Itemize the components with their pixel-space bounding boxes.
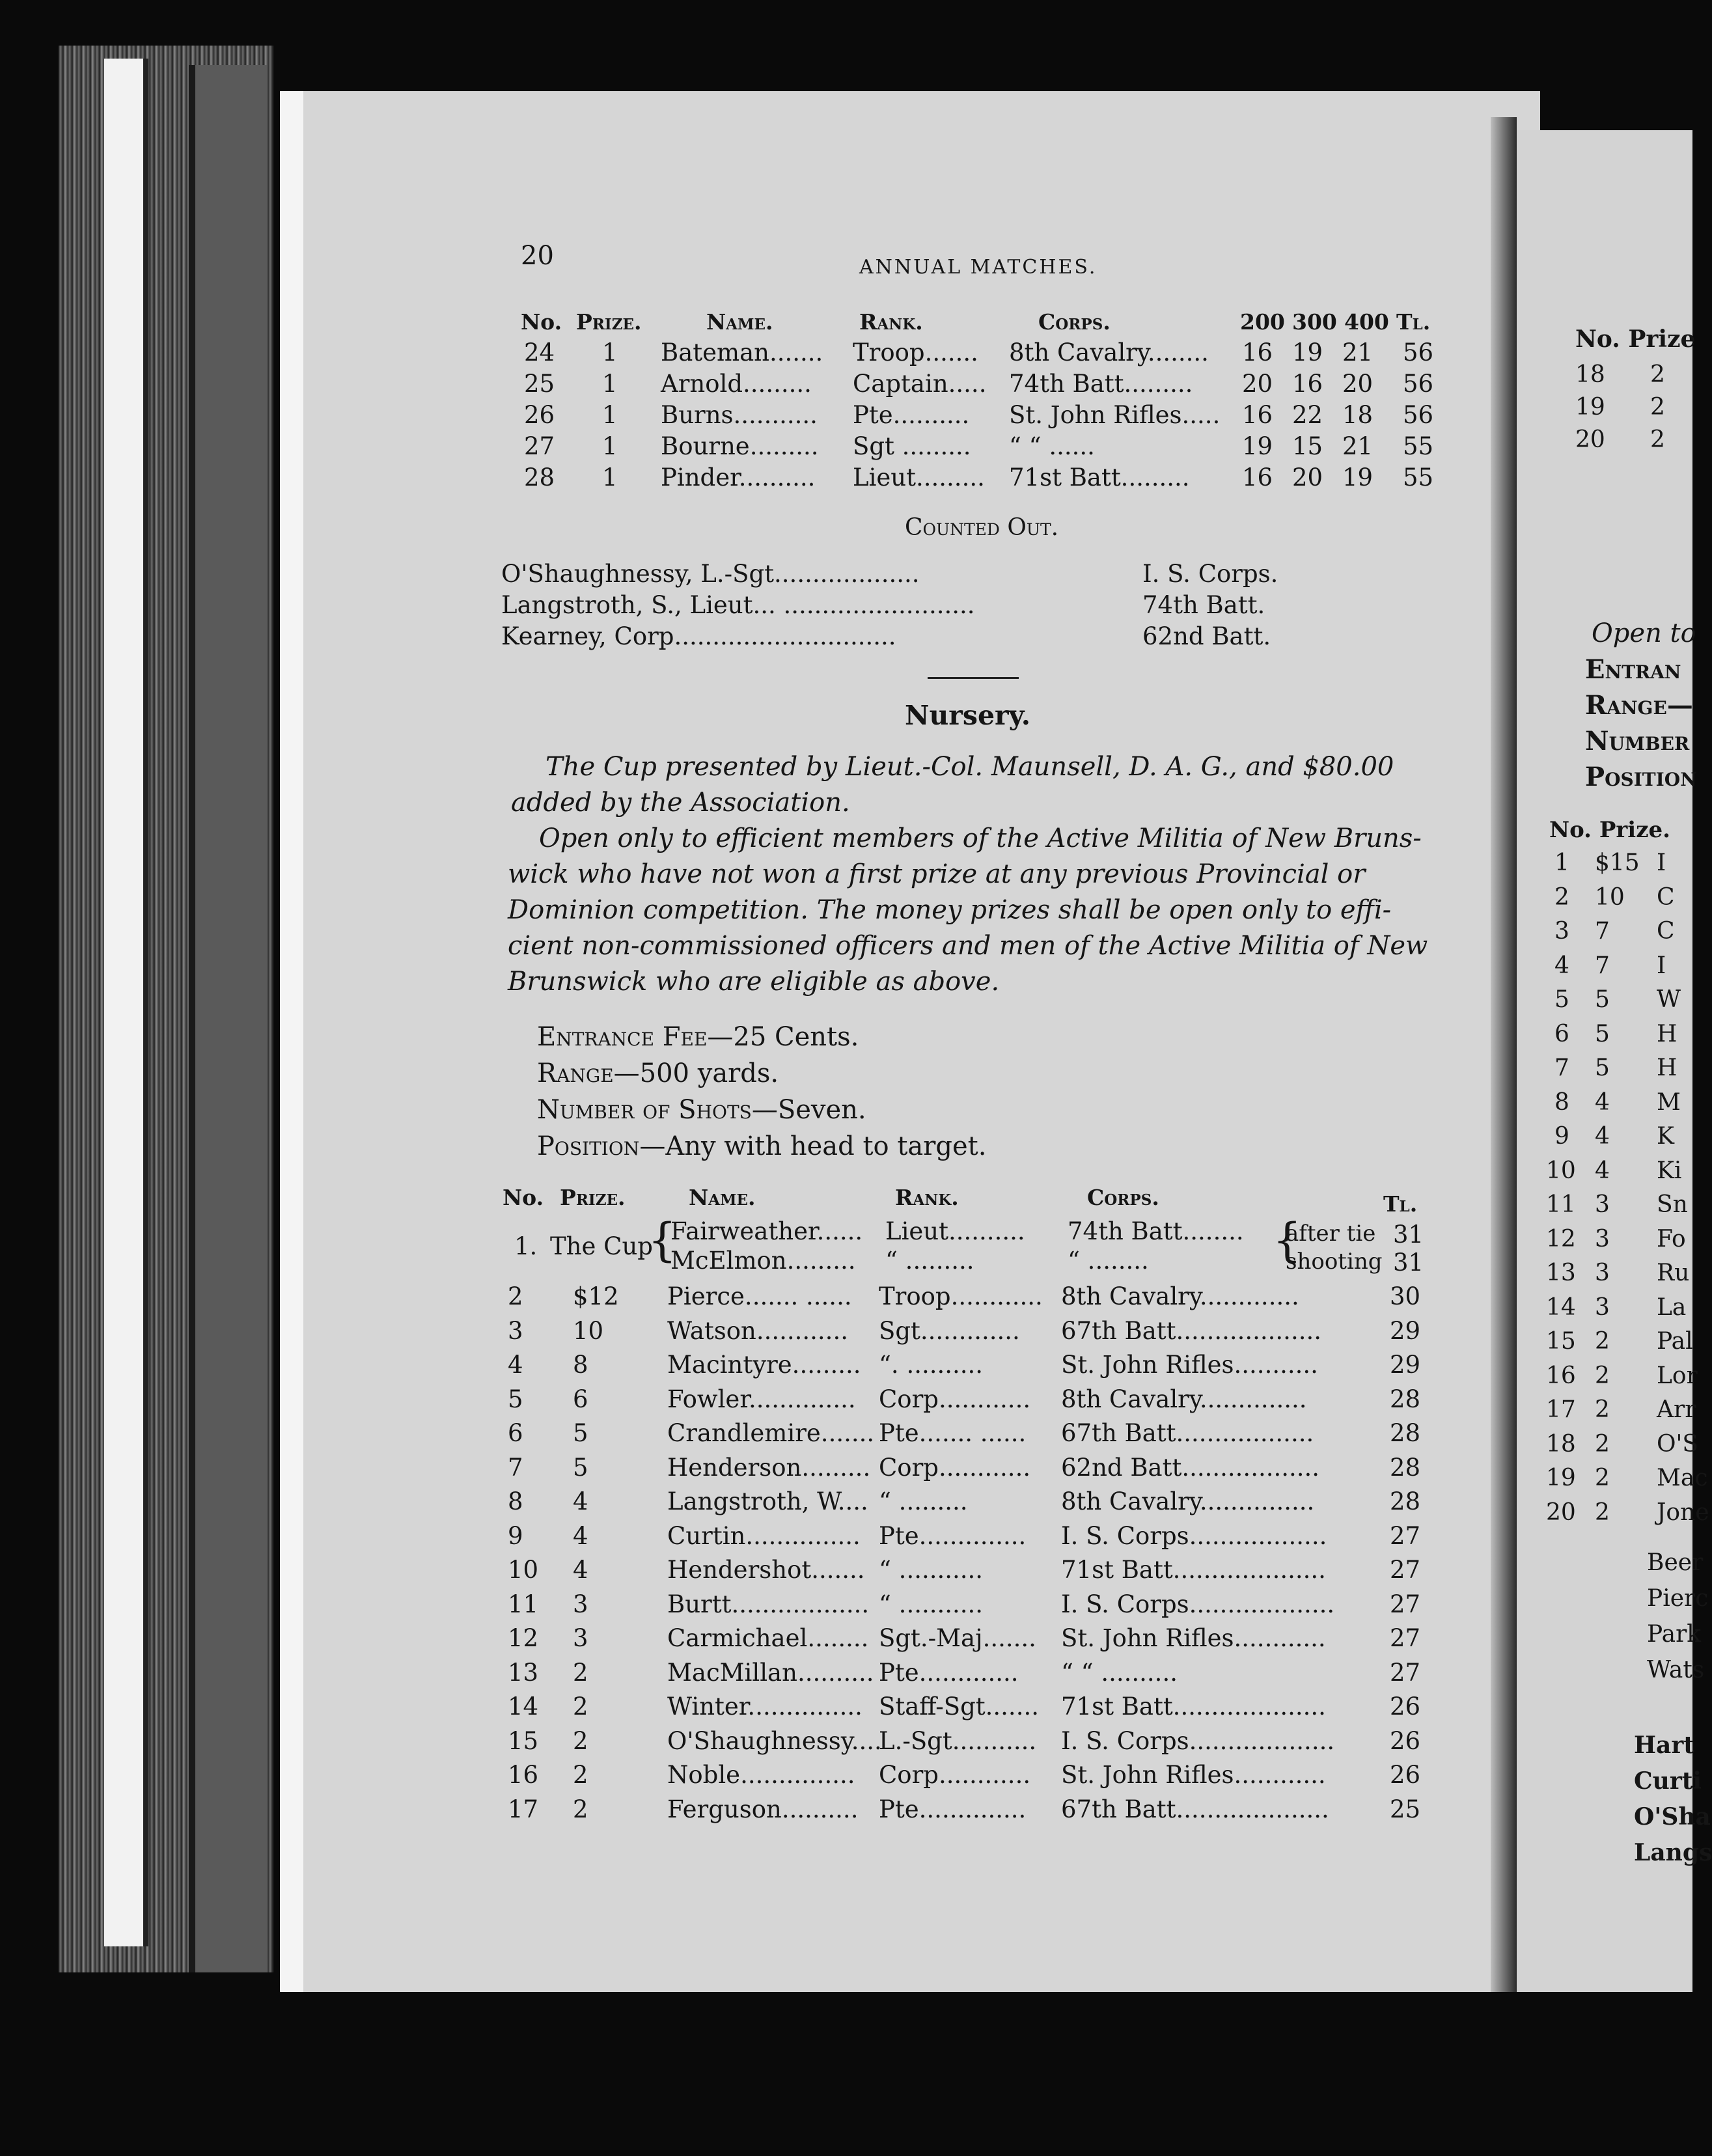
rp-row-name: Pal (1657, 1328, 1693, 1355)
t2-no: 15 (508, 1726, 539, 1755)
condition-label: Entrance Fee (537, 1022, 708, 1052)
rp-row-name: M (1657, 1088, 1681, 1116)
rp-condition: Position (1585, 762, 1697, 792)
t2-col-rank: Rank. (895, 1185, 959, 1210)
rp-group1-name: Wats (1647, 1657, 1705, 1683)
tie-corps-1: 74th Batt........ (1068, 1217, 1244, 1245)
t2-no: 9 (508, 1521, 523, 1550)
t2-rank: Sgt.-Maj....... (879, 1624, 1036, 1652)
rp-top-no: 18 (1575, 361, 1605, 388)
t2-tl: 29 (1390, 1351, 1421, 1379)
rp-row-prize: 5 (1595, 986, 1610, 1013)
col-name: Name. (706, 309, 773, 335)
t2-no: 12 (508, 1624, 539, 1652)
rp-top-no: 20 (1575, 426, 1605, 453)
rp-group2-name: Langs (1634, 1839, 1712, 1866)
t2-no: 2 (508, 1282, 523, 1310)
t1-s300: 16 (1292, 370, 1323, 398)
t2-no: 13 (508, 1658, 539, 1687)
t2-rank: Corp............ (879, 1385, 1031, 1413)
t2-no: 17 (508, 1795, 539, 1823)
rp-row-name: Lor (1657, 1362, 1698, 1389)
t2-prize: 6 (573, 1385, 588, 1413)
rp-row-prize: 5 (1595, 1020, 1610, 1047)
t2-name: O'Shaughnessy.... (667, 1726, 882, 1755)
rp-row-no: 7 (1554, 1055, 1569, 1081)
book-edge-white-strip (104, 59, 148, 1946)
t1-s200: 16 (1242, 463, 1273, 491)
nursery-paragraph-line: The Cup presented by Lieut.-Col. Maunsell, D. A. G., and $80.00 (545, 752, 1394, 782)
rp-row-prize: 2 (1595, 1328, 1610, 1355)
rp-row-prize: 4 (1595, 1088, 1610, 1116)
rp-row-no: 12 (1546, 1225, 1576, 1252)
book-edge-gray-strip (189, 65, 267, 1972)
rp-top-prize: 2 (1650, 361, 1665, 388)
t1-s200: 16 (1242, 401, 1273, 429)
t2-corps: 8th Cavalry............... (1061, 1487, 1315, 1515)
t1-name: Arnold......... (661, 370, 812, 398)
rp-row-no: 3 (1554, 918, 1569, 945)
t2-rank: Staff-Sgt....... (879, 1693, 1039, 1721)
t1-rank: Sgt ......... (853, 432, 971, 460)
t2-corps: I. S. Corps................... (1061, 1590, 1335, 1618)
condition-label: Number of Shots (537, 1095, 752, 1125)
t1-s300: 19 (1292, 339, 1323, 366)
rp-row-prize: 7 (1595, 952, 1610, 979)
rp-row-name: Sn (1657, 1191, 1688, 1218)
t1-rank: Lieut......... (853, 463, 985, 491)
rp-row-no: 1 (1554, 850, 1569, 876)
rp-condition: Open to (1592, 618, 1696, 648)
counted-out-corps: 62nd Batt. (1142, 622, 1271, 650)
rp-row-no: 14 (1546, 1293, 1576, 1321)
t2-no: 14 (508, 1693, 539, 1721)
t2-corps: 8th Cavalry............. (1061, 1282, 1299, 1310)
t2-name: Carmichael........ (667, 1624, 869, 1652)
t1-s400: 18 (1342, 401, 1374, 429)
rp-row-name: C (1657, 883, 1675, 911)
rp-row-prize: 3 (1595, 1191, 1610, 1218)
t2-prize: 4 (573, 1487, 588, 1515)
t2-prize: 5 (573, 1419, 588, 1447)
t1-s200: 16 (1242, 339, 1273, 366)
t2-name: Crandlemire....... (667, 1419, 875, 1447)
condition-line (537, 1058, 779, 1088)
section-rule (928, 677, 1019, 679)
nursery-paragraph-line: wick who have not won a first prize at any previous Provincial or (508, 859, 1366, 889)
rp-row-name: I (1657, 850, 1666, 876)
t1-s200: 20 (1242, 370, 1273, 398)
counted-out-name: Kearney, Corp............................. (501, 622, 896, 650)
rp-row-name: H (1657, 1020, 1677, 1047)
t2-name: Winter............... (667, 1693, 863, 1721)
t1-no: 26 (524, 401, 555, 429)
t2-tl: 28 (1390, 1453, 1421, 1482)
t2-tl: 27 (1390, 1521, 1421, 1550)
t2-corps: St. John Rifles............ (1061, 1624, 1326, 1652)
rp-row-prize: 4 (1595, 1123, 1610, 1150)
counted-out-corps: I. S. Corps. (1142, 560, 1278, 588)
nursery-paragraph-line: Brunswick who are eligible as above. (508, 967, 1000, 997)
t2-rank: Corp............ (879, 1453, 1031, 1482)
t2-rank: Pte....... ...... (879, 1419, 1027, 1447)
t1-s400: 19 (1342, 463, 1374, 491)
rp-row-prize: $15 (1595, 850, 1640, 876)
rp-row-name: I (1657, 952, 1666, 979)
rp-row-no: 9 (1554, 1123, 1569, 1150)
t2-tl: 27 (1390, 1590, 1421, 1618)
counted-out-name: O'Shaughnessy, L.-Sgt................... (501, 560, 920, 588)
tie-note-2: shooting (1286, 1249, 1383, 1275)
t1-tl: 56 (1403, 370, 1434, 398)
tie-tl-2: 31 (1393, 1249, 1424, 1277)
t2-prize: $12 (573, 1282, 619, 1310)
rp-condition: Entran (1585, 654, 1681, 685)
t1-prize: 1 (602, 401, 618, 429)
t2-prize: 10 (573, 1316, 604, 1345)
t1-name: Pinder.......... (661, 463, 816, 491)
page-gutter (1491, 117, 1517, 1992)
tie-tl-1: 31 (1393, 1221, 1424, 1249)
t2-name: Ferguson.......... (667, 1795, 859, 1823)
t2-tl: 27 (1390, 1658, 1421, 1687)
tie-prize: The Cup (550, 1232, 653, 1260)
t2-corps: 71st Batt.................... (1061, 1556, 1326, 1584)
rp-row-no: 13 (1546, 1260, 1576, 1286)
rp-row-name: Jone (1657, 1499, 1709, 1526)
t1-prize: 1 (602, 432, 618, 460)
t1-corps: 71st Batt......... (1009, 463, 1190, 491)
rp-row-name: H (1657, 1055, 1677, 1081)
t2-name: Fowler.............. (667, 1385, 856, 1413)
section-title: Nursery. (905, 700, 1031, 731)
rp-group1-name: Park (1647, 1621, 1702, 1648)
rp-row-name: La (1657, 1293, 1687, 1321)
rp-group2-name: Hart (1634, 1732, 1694, 1759)
t2-prize: 2 (573, 1658, 588, 1687)
t2-corps: I. S. Corps.................. (1061, 1521, 1327, 1550)
rp-group1-name: Pierc (1647, 1585, 1709, 1612)
t1-tl: 56 (1403, 401, 1434, 429)
rp-row-name: Mac (1657, 1465, 1708, 1491)
rp-top-prize: 2 (1650, 394, 1665, 421)
t2-prize: 2 (573, 1761, 588, 1789)
t2-rank: Pte............. (879, 1658, 1019, 1687)
t1-tl: 56 (1403, 339, 1434, 366)
col-200: 200 (1240, 309, 1285, 335)
t2-rank: Troop............ (879, 1282, 1043, 1310)
rp-row-prize: 5 (1595, 1055, 1610, 1081)
t1-no: 24 (524, 339, 555, 366)
rp-row-no: 2 (1554, 883, 1569, 911)
rp-row-no: 4 (1554, 952, 1569, 979)
condition-value: —25 Cents. (707, 1022, 859, 1052)
page-number: 20 (521, 241, 554, 271)
t2-corps: 67th Batt................... (1061, 1316, 1321, 1345)
rp-row-name: O'S (1657, 1430, 1699, 1458)
t2-rank: Corp............ (879, 1761, 1031, 1789)
rp-row-prize: 4 (1595, 1157, 1610, 1184)
t1-rank: Pte.......... (853, 401, 970, 429)
t1-tl: 55 (1403, 432, 1434, 460)
t1-s200: 19 (1242, 432, 1273, 460)
t2-name: MacMillan.......... (667, 1658, 874, 1687)
col-no: No. (521, 309, 562, 335)
t2-prize: 4 (573, 1521, 588, 1550)
rp-row-name: K (1657, 1123, 1674, 1150)
t1-prize: 1 (602, 463, 618, 491)
t2-name: Hendershot....... (667, 1556, 865, 1584)
t1-s300: 20 (1292, 463, 1323, 491)
t2-corps: I. S. Corps................... (1061, 1726, 1335, 1755)
rp-row-no: 8 (1554, 1088, 1569, 1116)
t2-col-total: Tl. (1383, 1191, 1418, 1217)
t1-corps: St. John Rifles..... (1009, 401, 1221, 429)
t1-prize: 1 (602, 370, 618, 398)
rp-row-prize: 3 (1595, 1293, 1610, 1321)
t2-name: Henderson......... (667, 1453, 871, 1482)
rp-row-no: 15 (1546, 1328, 1576, 1355)
t1-no: 25 (524, 370, 555, 398)
rp-row-prize: 2 (1595, 1499, 1610, 1526)
t2-corps: 62nd Batt.................. (1061, 1453, 1320, 1482)
t2-prize: 2 (573, 1795, 588, 1823)
nursery-paragraph-line: cient non-commissioned officers and men of the Active Militia of New (508, 931, 1428, 961)
col-400: 400 (1344, 309, 1389, 335)
t2-corps: St. John Rifles............ (1061, 1761, 1326, 1789)
rp-row-name: W (1657, 986, 1681, 1013)
nursery-paragraph-line: Open only to efficient members of the Active Militia of New Bruns- (539, 823, 1422, 853)
t2-corps: 67th Batt.................... (1061, 1795, 1329, 1823)
t2-no: 8 (508, 1487, 523, 1515)
t2-tl: 30 (1390, 1282, 1421, 1310)
t2-name: Watson............ (667, 1316, 848, 1345)
condition-value: —Seven. (751, 1095, 866, 1125)
t2-rank: “ ........... (879, 1590, 984, 1618)
right-page (1517, 130, 1712, 1992)
condition-value: —Any with head to target. (639, 1131, 987, 1161)
nursery-paragraph-line: added by the Association. (511, 788, 850, 818)
tie-name-1: Fairweather...... (670, 1217, 863, 1245)
t2-prize: 3 (573, 1590, 588, 1618)
rp-row-no: 16 (1546, 1362, 1576, 1389)
rp-row-no: 17 (1546, 1396, 1576, 1423)
t2-no: 6 (508, 1419, 523, 1447)
tie-rank-1: Lieut.......... (885, 1217, 1025, 1245)
col-total: Tl. (1396, 309, 1431, 335)
condition-line (537, 1022, 859, 1052)
t2-prize: 8 (573, 1351, 588, 1379)
t2-rank: “ ......... (879, 1487, 968, 1515)
rp-top-no: 19 (1575, 394, 1605, 421)
t2-corps: 8th Cavalry.............. (1061, 1385, 1307, 1413)
t2-col-name: Name. (689, 1185, 756, 1210)
rp-row-no: 5 (1554, 986, 1569, 1013)
t2-tl: 28 (1390, 1487, 1421, 1515)
t2-prize: 3 (573, 1624, 588, 1652)
rp-table-header: No. Prize. (1549, 817, 1671, 843)
t1-name: Burns........... (661, 401, 818, 429)
condition-line (537, 1095, 866, 1125)
t1-corps: “ “ ...... (1009, 432, 1095, 460)
nursery-paragraph-line: Dominion competition. The money prizes shall be open only to effi- (508, 895, 1392, 925)
rp-row-no: 11 (1546, 1191, 1576, 1218)
t2-no: 7 (508, 1453, 523, 1482)
t2-name: Macintyre......... (667, 1351, 861, 1379)
t2-tl: 26 (1390, 1726, 1421, 1755)
rp-row-prize: 3 (1595, 1225, 1610, 1252)
t1-name: Bourne......... (661, 432, 819, 460)
running-title: ANNUAL MATCHES. (859, 256, 1098, 279)
t2-prize: 2 (573, 1693, 588, 1721)
rp-row-no: 19 (1546, 1465, 1576, 1491)
col-300: 300 (1292, 309, 1337, 335)
t2-prize: 2 (573, 1726, 588, 1755)
rp-row-prize: 2 (1595, 1362, 1610, 1389)
rp-row-no: 20 (1546, 1499, 1576, 1526)
t1-name: Bateman....... (661, 339, 823, 366)
rp-group2-name: O'Sha (1634, 1803, 1711, 1831)
tie-rank-2: “ ......... (885, 1247, 974, 1275)
t1-s400: 21 (1342, 432, 1374, 460)
t1-rank: Troop....... (853, 339, 978, 366)
rp-top-header: No. Prize (1575, 325, 1696, 353)
rp-row-name: Arr (1657, 1396, 1696, 1423)
t2-no: 5 (508, 1385, 523, 1413)
t1-rank: Captain..... (853, 370, 987, 398)
rp-row-prize: 7 (1595, 918, 1610, 945)
t2-tl: 26 (1390, 1761, 1421, 1789)
t1-s300: 15 (1292, 432, 1323, 460)
t2-tl: 27 (1390, 1624, 1421, 1652)
rp-row-no: 18 (1546, 1430, 1576, 1458)
t1-prize: 1 (602, 339, 618, 366)
t2-tl: 28 (1390, 1419, 1421, 1447)
t1-no: 28 (524, 463, 555, 491)
t1-no: 27 (524, 432, 555, 460)
rp-top-prize: 2 (1650, 426, 1665, 453)
tie-corps-2: “ ........ (1068, 1247, 1149, 1275)
rp-row-no: 6 (1554, 1020, 1569, 1047)
t2-corps: 67th Batt.................. (1061, 1419, 1314, 1447)
col-prize: Prize. (576, 309, 642, 335)
rp-row-no: 10 (1546, 1157, 1576, 1184)
t2-no: 3 (508, 1316, 523, 1345)
t2-name: Pierce....... ...... (667, 1282, 852, 1310)
counted-out-corps: 74th Batt. (1142, 591, 1265, 619)
rp-row-prize: 2 (1595, 1396, 1610, 1423)
rp-condition: Number (1585, 726, 1690, 756)
rp-row-prize: 2 (1595, 1430, 1610, 1458)
rp-row-prize: 3 (1595, 1260, 1610, 1286)
t2-name: Langstroth, W.... (667, 1487, 868, 1515)
rp-row-name: Ki (1657, 1157, 1682, 1184)
t1-s400: 20 (1342, 370, 1374, 398)
tie-no: 1. (514, 1232, 538, 1260)
counted-out-heading: Counted Out. (905, 514, 1059, 541)
t2-prize: 4 (573, 1556, 588, 1584)
t2-col-corps: Corps. (1087, 1185, 1159, 1210)
t1-corps: 8th Cavalry........ (1009, 339, 1209, 366)
t2-name: Noble............... (667, 1761, 855, 1789)
t2-name: Curtin............... (667, 1521, 861, 1550)
condition-label: Range (537, 1058, 614, 1088)
t1-tl: 55 (1403, 463, 1434, 491)
rp-row-name: Ru (1657, 1260, 1690, 1286)
condition-label: Position (537, 1131, 640, 1161)
t1-s400: 21 (1342, 339, 1374, 366)
tie-note-1: after tie (1286, 1221, 1376, 1247)
t2-no: 10 (508, 1556, 539, 1584)
t2-corps: 71st Batt.................... (1061, 1693, 1326, 1721)
t1-corps: 74th Batt......... (1009, 370, 1193, 398)
counted-out-name: Langstroth, S., Lieut... ......................... (501, 591, 975, 619)
t2-rank: “ ........... (879, 1556, 984, 1584)
t1-s300: 22 (1292, 401, 1323, 429)
t2-no: 4 (508, 1351, 523, 1379)
t2-tl: 28 (1390, 1385, 1421, 1413)
col-rank: Rank. (859, 309, 923, 335)
rp-row-prize: 2 (1595, 1465, 1610, 1491)
t2-corps: St. John Rifles........... (1061, 1351, 1318, 1379)
rp-group1-name: Beer (1647, 1549, 1704, 1576)
rp-condition: Range— (1585, 690, 1693, 721)
rp-row-prize: 10 (1595, 883, 1625, 911)
rp-group2-name: Curti (1634, 1767, 1702, 1795)
t2-rank: L.-Sgt........... (879, 1726, 1037, 1755)
t2-tl: 25 (1390, 1795, 1421, 1823)
t2-name: Burtt.................. (667, 1590, 870, 1618)
rp-row-name: C (1657, 918, 1675, 945)
t2-col-prize: Prize. (560, 1185, 626, 1210)
condition-line (537, 1131, 986, 1161)
t2-tl: 29 (1390, 1316, 1421, 1345)
t2-no: 16 (508, 1761, 539, 1789)
condition-value: —500 yards. (613, 1058, 779, 1088)
t2-tl: 26 (1390, 1693, 1421, 1721)
t2-rank: Pte.............. (879, 1521, 1027, 1550)
col-corps: Corps. (1038, 309, 1111, 335)
t2-no: 11 (508, 1590, 539, 1618)
t2-col-no: No. (503, 1185, 544, 1210)
t2-corps: “ “ .......... (1061, 1658, 1178, 1687)
t2-rank: “. .......... (879, 1351, 984, 1379)
t2-tl: 27 (1390, 1556, 1421, 1584)
t2-rank: Pte.............. (879, 1795, 1027, 1823)
t2-rank: Sgt............. (879, 1316, 1020, 1345)
tie-name-2: McElmon......... (670, 1247, 856, 1275)
t2-prize: 5 (573, 1453, 588, 1482)
rp-row-name: Fo (1657, 1225, 1686, 1252)
